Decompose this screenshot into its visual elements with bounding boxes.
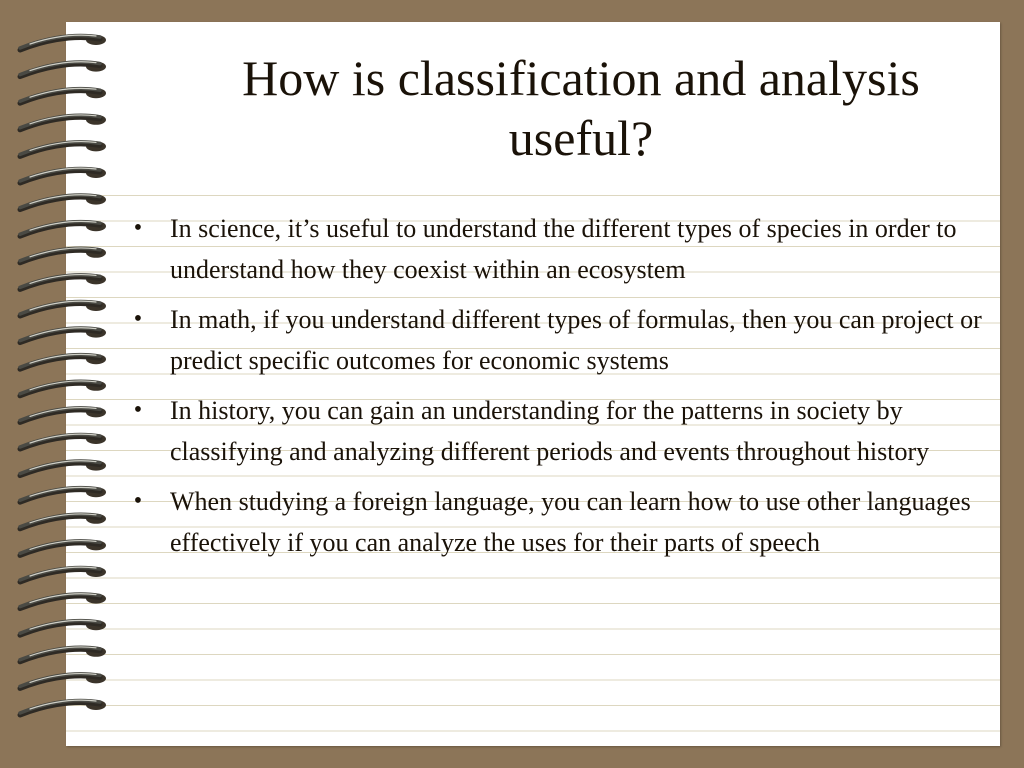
spiral-binding-icon	[0, 22, 120, 746]
bullet-item	[128, 299, 988, 381]
spiral-coil	[20, 62, 106, 77]
spiral-coil	[20, 487, 106, 502]
spiral-coil	[20, 115, 106, 130]
spiral-coil	[20, 248, 106, 263]
bullet-marker: •	[133, 397, 143, 423]
bullet-text: In history, you can gain an understanding for the patterns in society by classifying and analyzing different periods and events throughout history	[170, 396, 930, 466]
bullet-item	[128, 481, 988, 563]
spiral-coil	[20, 407, 106, 422]
spiral-coil	[20, 274, 106, 289]
spiral-coil	[20, 700, 106, 715]
spiral-coil	[20, 594, 106, 609]
slide-title: How is classification and analysis useful?	[242, 50, 920, 166]
bullet-text: In math, if you understand different types of formulas, then you can project or predict specific outcomes for economic systems	[170, 305, 982, 375]
spiral-coil	[20, 301, 106, 316]
spiral-coil	[20, 221, 106, 236]
spiral-coil	[20, 354, 106, 369]
spiral-coil	[20, 647, 106, 662]
spiral-coil	[20, 35, 106, 50]
bullet-text: In science, it’s useful to understand the different types of species in order to understand how they coexist within an ecosystem	[170, 214, 957, 284]
bullet-text: When studying a foreign language, you can learn how to use other languages effectively if you can analyze the uses for their parts of speech	[170, 487, 971, 557]
spiral-coil	[20, 381, 106, 396]
spiral-coil	[20, 673, 106, 688]
spiral-coil	[20, 88, 106, 103]
spiral-coil	[20, 434, 106, 449]
spiral-coil	[20, 141, 106, 156]
bullet-marker: •	[133, 306, 143, 332]
bullet-marker: •	[133, 488, 143, 514]
spiral-coil	[20, 328, 106, 343]
spiral-coil	[20, 514, 106, 529]
spiral-coil	[20, 168, 106, 183]
spiral-coil	[20, 620, 106, 635]
bullet-marker: •	[133, 215, 143, 241]
spiral-coil	[20, 540, 106, 555]
bullet-item	[128, 390, 988, 472]
bullet-list	[128, 208, 988, 572]
notebook-paper	[66, 22, 1000, 746]
spiral-coil	[20, 461, 106, 476]
spiral-coil	[20, 567, 106, 582]
spiral-coil	[20, 195, 106, 210]
bullet-item	[128, 208, 988, 290]
